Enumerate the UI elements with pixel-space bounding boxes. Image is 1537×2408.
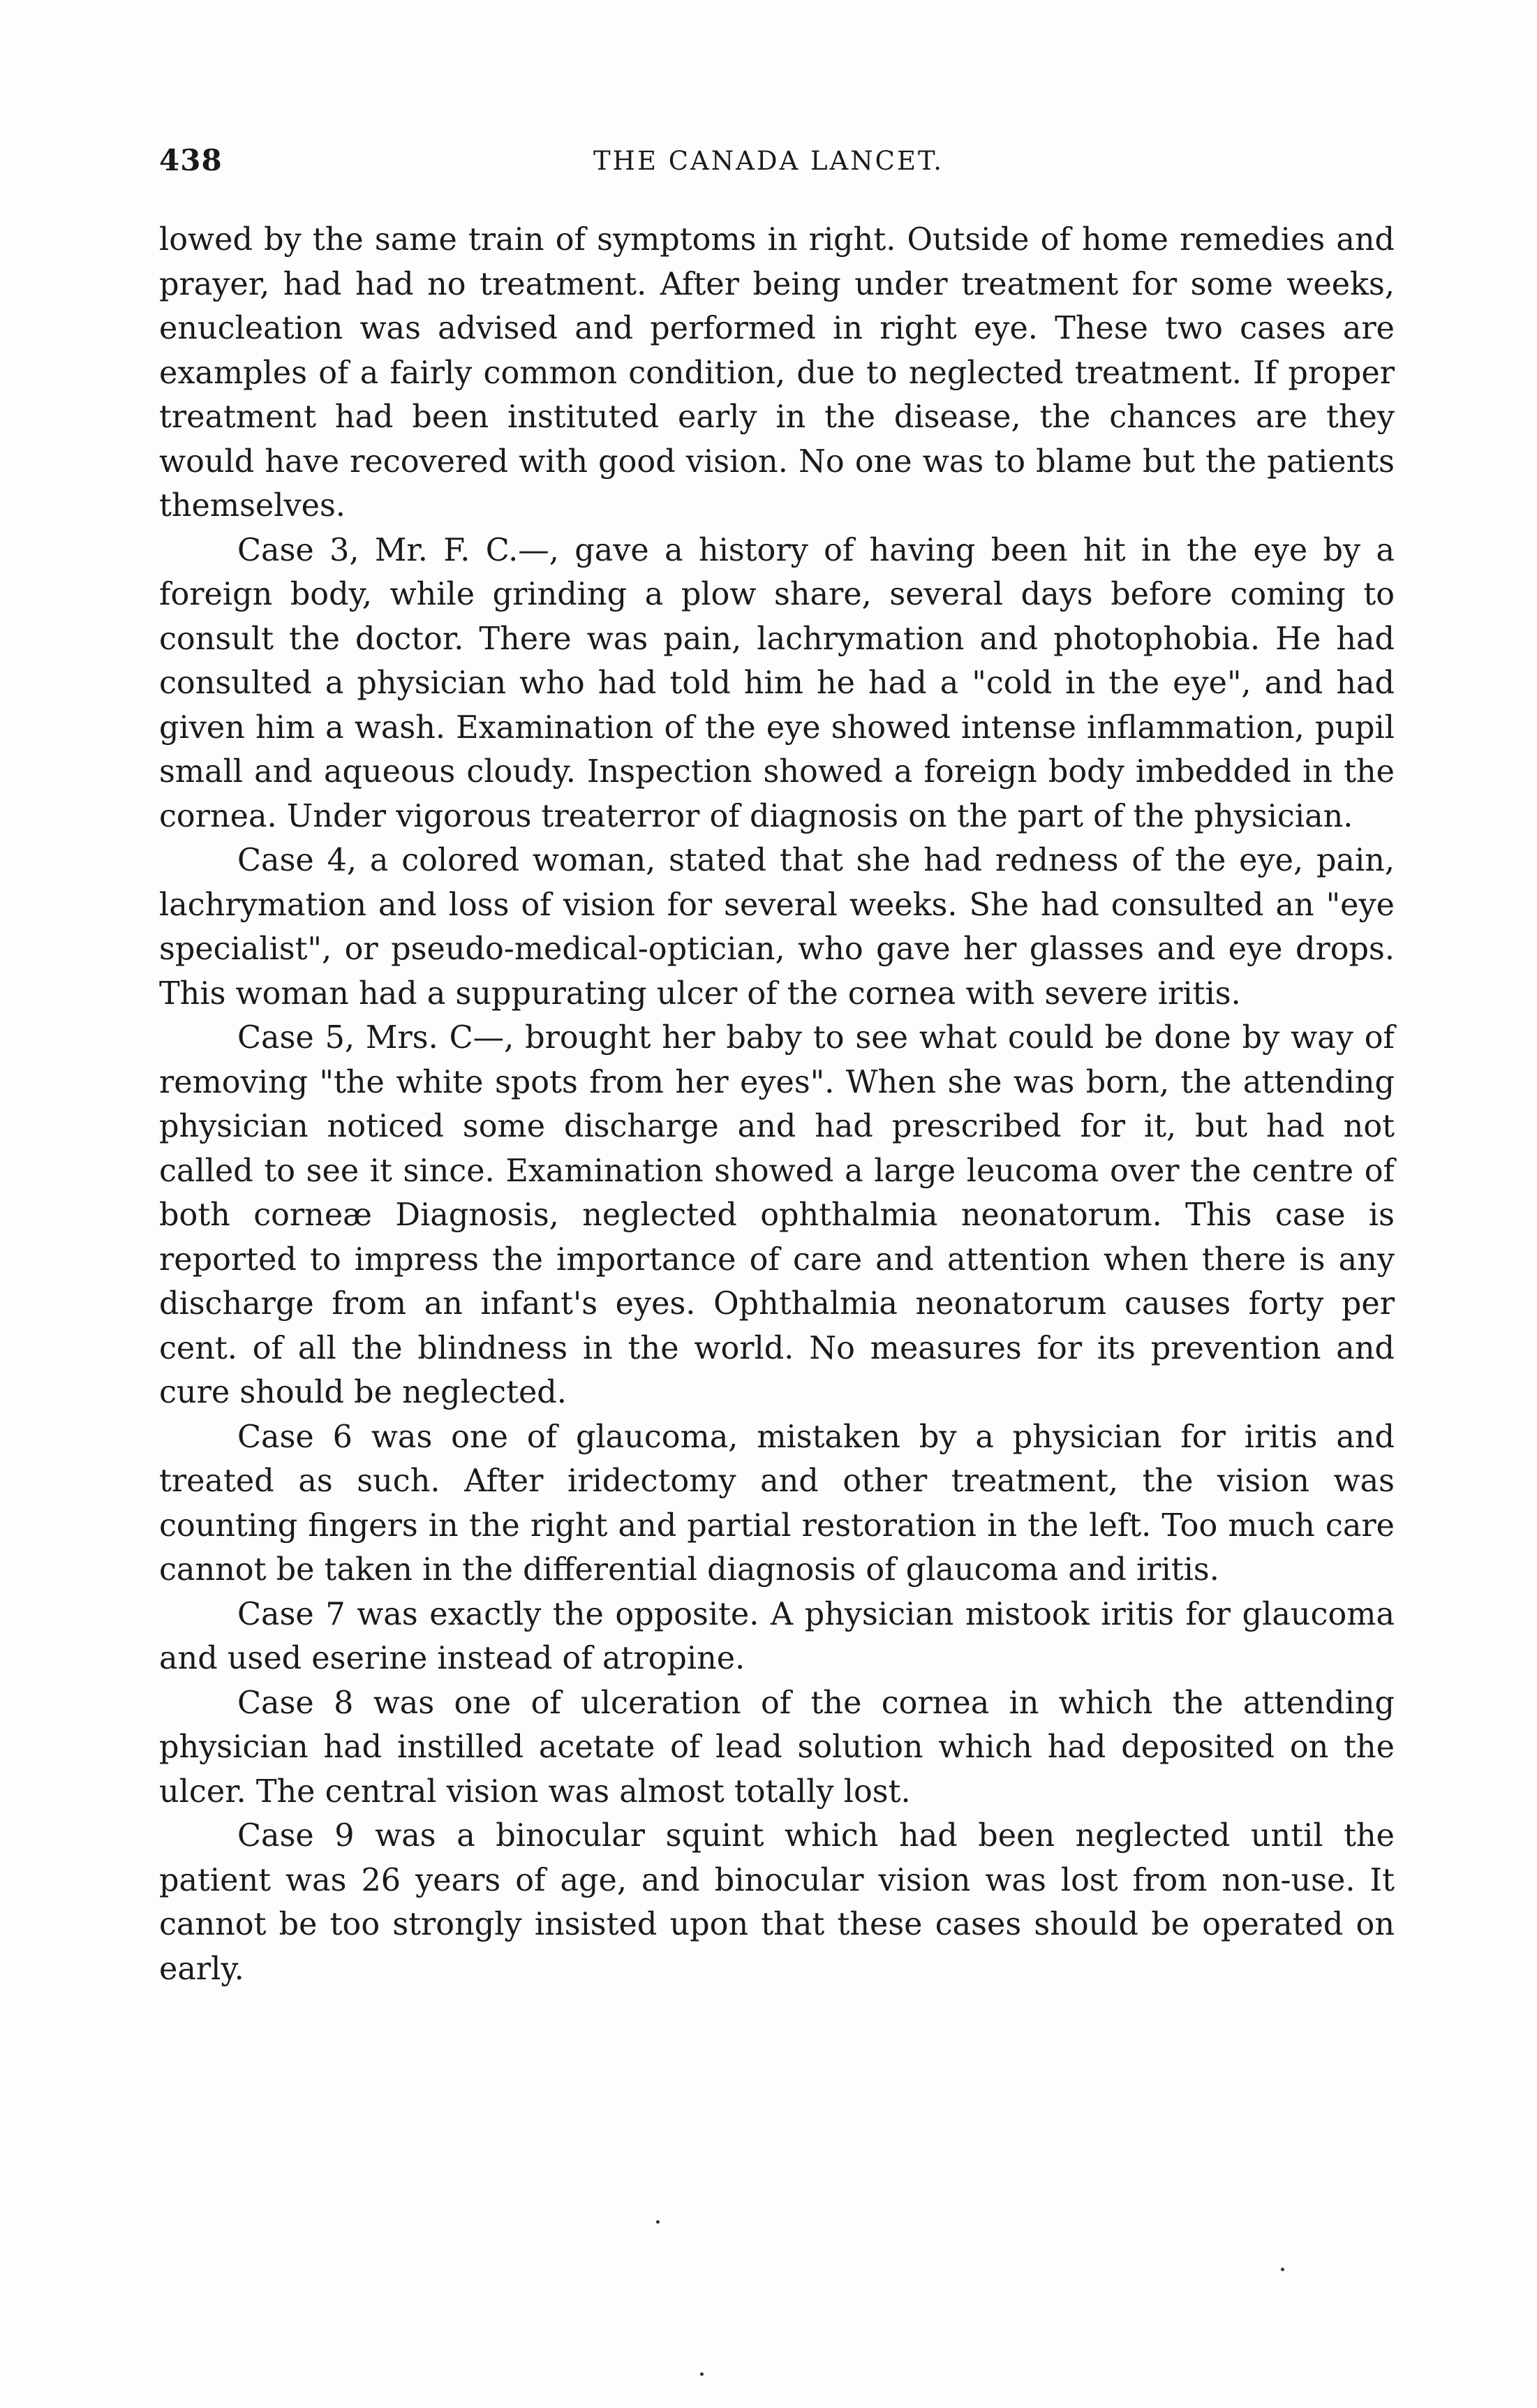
- paragraph-case-6: Case 6 was one of glaucoma, mistaken by a physician for iritis and treated as such. After iridectomy and other treatment, the vision was counting fingers in the right and partial restoration in the left. Too much care cannot be taken in the differential diagnosis of glaucoma and iritis.: [159, 1419, 1395, 1588]
- paragraph-case-5: Case 5, Mrs. C—, brought her baby to see what could be done by way of removing "the white spots from her eyes". When she was born, the attending physician noticed some discharge and had prescribed for it, but had not called to see it since. Examination showed a large leucoma over the centre of both corneæ Diagnosis, neglected ophthalmia neonatorum. This case is reported to impress the importance of care and attention when there is any discharge from an infant's eyes. Ophthalmia neonatorum causes forty per cent. of all the blindness in the world. No measures for its prevention and cure should be neglected.: [159, 1020, 1395, 1410]
- paragraph-case-7: Case 7 was exactly the opposite. A physician mistook iritis for glaucoma and used eserine instead of atropine.: [159, 1596, 1395, 1676]
- print-speck: [656, 2220, 660, 2224]
- print-speck: [1281, 2268, 1284, 2271]
- print-speck: [700, 2372, 704, 2376]
- paragraph-case-4: Case 4, a colored woman, stated that she had redness of the eye, pain, lachrymation and loss of vision for several weeks. She had consulted an "eye specialist", or pseudo-medical-optician, who gave her glasses and eye drops. This woman had a suppurating ulcer of the cornea with severe iritis.: [159, 843, 1395, 1012]
- paragraph-continued: lowed by the same train of symptoms in right. Outside of home remedies and prayer, had had no treatment. After being under treatment for some weeks, enucleation was advised and performed in right eye. These two cases are examples of a fairly common condition, due to neglected treatment. If proper treatment had been instituted early in the disease, the chances are they would have recovered with good vision. No one was to blame but the patients themselves.: [159, 222, 1395, 524]
- page-number: 438: [159, 143, 223, 177]
- paragraph-case-3: Case 3, Mr. F. C.—, gave a history of having been hit in the eye by a foreign body, while grinding a plow share, several days before coming to consult the doctor. There was pain, lachrymation and photophobia. He had consulted a physician who had told him he had a "cold in the eye", and had given him a wash. Examination of the eye showed intense inflammation, pupil small and aqueous cloudy. Inspection showed a foreign body imbedded in the cornea. Under vigorous treaterror of diagnosis on the part of the physician.: [159, 532, 1395, 834]
- article-body: [159, 218, 1395, 1991]
- running-head: [159, 143, 1378, 185]
- paragraph-case-8: Case 8 was one of ulceration of the cornea in which the attending physician had instilled acetate of lead solution which had deposited on the ulcer. The central vision was almost totally lost.: [159, 1685, 1395, 1810]
- paragraph-case-9: Case 9 was a binocular squint which had been neglected until the patient was 26 years of age, and binocular vision was lost from non-use. It cannot be too strongly insisted upon that these cases should be operated on early.: [159, 1818, 1395, 1987]
- journal-title: THE CANADA LANCET.: [593, 146, 944, 176]
